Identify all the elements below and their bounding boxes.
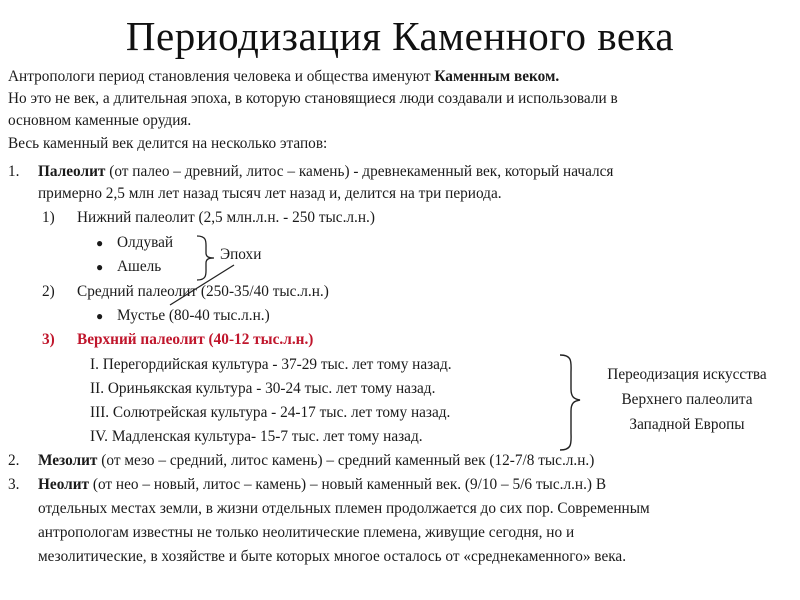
intro-line-3: основном каменные орудия. (8, 112, 192, 129)
stage-paleolithic-line-2: примерно 2,5 млн лет назад тысяч лет назад и, делится на три периода. (38, 185, 502, 202)
stage-neolithic-line-1 (38, 475, 606, 495)
stage-desc: (от мезо – средний, литос камень) – средний каменный век (12-7/8 тыс.л.н.) (97, 452, 595, 469)
stage-number: 3. (8, 476, 20, 493)
stage-desc: (от палео – древний, литос – камень) - древнекаменный век, который начался (105, 163, 614, 180)
stage-name: Мезолит (38, 452, 98, 469)
intro-line-1 (8, 67, 559, 87)
stage-number: 1. (8, 163, 20, 180)
stage-neolithic-line-2: отдельных местах земли, в жизни отдельных племен продолжается до сих пор. Современным (38, 500, 650, 517)
period-upper-paleolithic: Верхний палеолит (40-12 тыс.л.н.) (77, 331, 314, 348)
epoch-item: Ашель (117, 258, 162, 275)
bullet-icon: ● (96, 309, 104, 323)
annotation-line: Западной Европы (629, 416, 745, 433)
period-number: 2) (42, 283, 55, 300)
epoch-item: Мустье (80-40 тыс.л.н.) (117, 307, 270, 324)
epoch-item: Олдувай (117, 234, 174, 251)
culture-item: III. Солютрейская культура - 24-17 тыс. лет тому назад. (90, 404, 451, 421)
culture-item: I. Перегордийская культура - 37-29 тыс. лет тому назад. (90, 356, 452, 373)
epochs-brace (197, 236, 214, 280)
stage-neolithic-line-4: мезолитические, в хозяйстве и быте которых многое осталось от «среднекаменного» века. (38, 548, 627, 565)
epochs-annotation: Эпохи (220, 246, 262, 263)
annotation-line: Верхнего палеолита (621, 391, 753, 408)
stage-name: Неолит (38, 476, 90, 493)
page-title: Периодизация Каменного века (125, 13, 675, 59)
period-number: 3) (42, 331, 55, 348)
bullet-icon: ● (96, 260, 104, 274)
stone-age-term: Каменным веком. (434, 68, 560, 85)
intro-line-1-text: Антропологи период становления человека и общества именуют (8, 68, 435, 85)
art-periodization-annotation (577, 362, 797, 437)
intro-line-2: Но это не век, а длительная эпоха, в которую становящиеся люди создавали и использовали в (8, 90, 618, 107)
culture-item: II. Ориньякская культура - 30-24 тыс. лет тому назад. (90, 380, 436, 397)
stage-desc: (от нео – новый, литос – камень) – новый каменный век. (9/10 – 5/6 тыс.л.н.) В (89, 476, 607, 493)
bullet-icon: ● (96, 236, 104, 250)
culture-item: IV. Мадленская культура- 15-7 тыс. лет тому назад. (90, 428, 423, 445)
intro-line-4: Весь каменный век делится на несколько этапов: (8, 135, 328, 152)
period-lower-paleolithic: Нижний палеолит (2,5 млн.л.н. - 250 тыс.л.н.) (77, 209, 375, 226)
stage-name: Палеолит (38, 163, 106, 180)
stage-mesolithic (38, 451, 594, 471)
period-middle-paleolithic: Средний палеолит (250-35/40 тыс.л.н.) (77, 283, 329, 300)
stage-paleolithic-line-1 (38, 162, 613, 182)
stage-number: 2. (8, 452, 20, 469)
period-number: 1) (42, 209, 55, 226)
annotation-line: Переодизация искусства (607, 366, 767, 383)
stage-neolithic-line-3: антропологам известны не только неолитические племена, живущие сегодня, но и (38, 524, 575, 541)
